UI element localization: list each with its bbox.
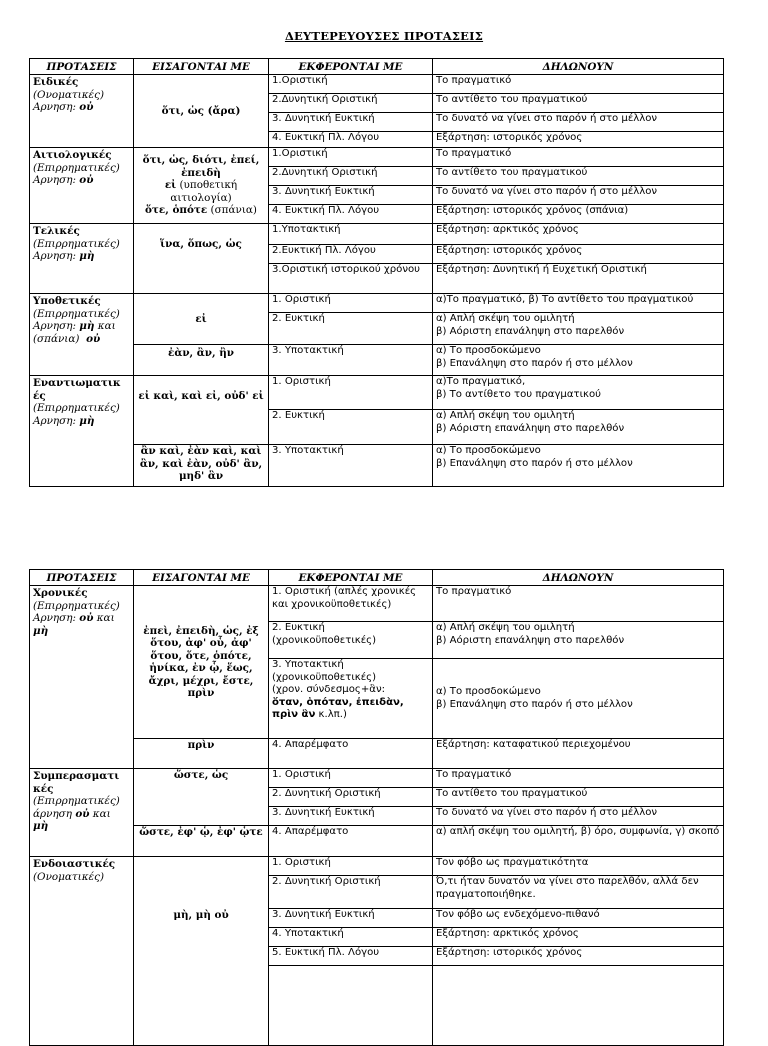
header-protaseis: ΠΡΟΤΑΣΕΙΣ — [30, 570, 134, 586]
negation-label: Αρνηση: — [33, 174, 76, 186]
header-row — [30, 570, 724, 586]
table-row — [30, 739, 724, 769]
negation-word: μὴ — [79, 320, 95, 332]
expression-cell: 2. Ευκτική — [269, 313, 433, 345]
meaning-cell: Το αντίθετο του πραγματικού — [433, 167, 724, 186]
header-eisagontai: ΕΙΣΑΓΟΝΤΑΙ ΜΕ — [134, 570, 269, 586]
intro-line: ὅτι, ὡς, διότι, ἐπεί, ἐπειδὴ — [142, 154, 260, 179]
category-aitiologikes — [30, 148, 134, 224]
expression-cell: 4. Υποτακτική — [269, 928, 433, 947]
category-name: Εναντιωματικ ές — [33, 377, 121, 402]
table-row — [30, 75, 724, 94]
intro-enantiomatikes-an: ἂν καὶ, ἐὰν καὶ, καὶ ἂν, καὶ ἐὰν, οὐδ' ἂν, μηδ' ἂν — [134, 445, 269, 487]
expression-cell: 1.Οριστική — [269, 148, 433, 167]
expression-cell: 1.Οριστική — [269, 75, 433, 94]
expression-cell: 4. Ευκτική Πλ. Λόγου — [269, 205, 433, 224]
header-row — [30, 59, 724, 75]
expression-cell: 3. Δυνητική Ευκτική — [269, 807, 433, 826]
expression-cell: 4. Απαρέμφατο — [269, 826, 433, 857]
table-row — [30, 586, 724, 622]
table-row — [30, 148, 724, 167]
expression-note: κ.λπ.) — [315, 709, 347, 720]
header-dilonoun: ΔΗΛΩΝΟΥΝ — [433, 59, 724, 75]
meaning-cell — [433, 313, 724, 345]
expression-cell — [269, 659, 433, 739]
negation-label: Αρνηση: — [33, 101, 76, 113]
intro-ypothetikes-ean: ἐὰν, ἂν, ἢν — [134, 345, 269, 376]
expression-cell: 2. Δυνητική Οριστική — [269, 788, 433, 807]
category-eidikes — [30, 75, 134, 148]
meaning-cell: Εξάρτηση: ιστορικός χρόνος — [433, 245, 724, 264]
table-row — [30, 445, 724, 487]
expression-cell: 3. Δυνητική Ευκτική — [269, 113, 433, 132]
category-endoiastikes — [30, 857, 134, 1046]
table-row — [30, 826, 724, 857]
category-xronikes — [30, 586, 134, 769]
table-row — [30, 345, 724, 376]
meaning-cell: Το πραγματικό — [433, 769, 724, 788]
meaning-line: β) Αόριστη επανάληψη στο παρελθόν — [436, 634, 625, 646]
negation-conjunction: και — [93, 612, 115, 624]
negation-word: μὴ — [33, 820, 49, 832]
intro-telikes: ἵνα, ὅπως, ὡς — [134, 224, 269, 294]
meaning-cell: Εξάρτηση: Δυνητική ή Ευχετική Οριστική — [433, 264, 724, 294]
category-symperasmatikes — [30, 769, 134, 857]
meaning-line: β) Αόριστη επανάληψη στο παρελθόν — [436, 325, 625, 337]
meaning-cell: Εξάρτηση: καταφατικού περιεχομένου — [433, 739, 724, 769]
meaning-line: β) Αόριστη επανάληψη στο παρελθόν — [436, 422, 625, 434]
intro-eidikes: ὅτι, ὡς (ἄρα) — [134, 75, 269, 148]
expression-cell: 3. Δυνητική Ευκτική — [269, 186, 433, 205]
category-telikes — [30, 224, 134, 294]
expression-cell: 4. Απαρέμφατο — [269, 739, 433, 769]
meaning-line: α) Απλή σκέψη του ομιλητή — [436, 622, 575, 633]
category-name: Αιτιολογικές — [33, 149, 112, 161]
meaning-cell: Ό,τι ήταν δυνατόν να γίνει στο παρελθόν, αλλά δεν πραγματοποιήθηκε. — [433, 876, 724, 909]
meaning-cell: Τον φόβο ως πραγματικότητα — [433, 857, 724, 876]
category-type: (Επιρρηματικές) — [33, 402, 120, 414]
negation-note: (σπάνια) — [33, 332, 80, 345]
negation-conjunction: και — [89, 807, 111, 820]
header-ekferontai: ΕΚΦΕΡΟΝΤΑΙ ΜΕ — [269, 570, 433, 586]
meaning-cell: Εξάρτηση: ιστορικός χρόνος — [433, 947, 724, 966]
meaning-cell: α) απλή σκέψη του ομιλητή, β) όρο, συμφωνία, γ) σκοπό — [433, 826, 724, 857]
clauses-table-1 — [29, 58, 724, 487]
meaning-cell: Το δυνατό να γίνει στο παρόν ή στο μέλλον — [433, 113, 724, 132]
meaning-cell: Το δυνατό να γίνει στο παρόν ή στο μέλλον — [433, 807, 724, 826]
meaning-cell — [433, 445, 724, 487]
expression-line: 3. Υποτακτική (χρονικοϋποθετικές) — [272, 659, 377, 683]
negation-word: οὐ — [79, 101, 94, 113]
expression-cell: 1.Υποτακτική — [269, 224, 433, 245]
expression-cell: 2.Ευκτική Πλ. Λόγου — [269, 245, 433, 264]
meaning-cell: Εξάρτηση: αρκτικός χρόνος — [433, 224, 724, 245]
category-type: (Επιρρηματικές) — [33, 307, 120, 320]
meaning-line: α) Απλή σκέψη του ομιλητή — [436, 410, 575, 421]
meaning-cell: Εξάρτηση: ιστορικός χρόνος (σπάνια) — [433, 205, 724, 224]
negation-word: οὐ — [86, 332, 101, 345]
meaning-cell: Το αντίθετο του πραγματικού — [433, 788, 724, 807]
expression-cell-empty — [269, 966, 433, 1046]
negation-label: Αρνηση: — [33, 320, 76, 332]
intro-word: ὅτε, ὁπότε — [144, 204, 208, 217]
intro-xronikes-prin: πρὶν — [134, 739, 269, 769]
meaning-cell: Εξάρτηση: ιστορικός χρόνος — [433, 132, 724, 148]
intro-note: (σπάνια) — [207, 204, 257, 217]
meaning-line: β) Επανάληψη στο παρόν ή στο μέλλον — [436, 698, 633, 710]
negation-label: Αρνηση: — [33, 612, 76, 624]
table-row — [30, 224, 724, 245]
negation-label: Αρνηση: — [33, 250, 76, 262]
meaning-cell: Το πραγματικό — [433, 75, 724, 94]
expression-cell: 1. Οριστική (απλές χρονικές και χρονικοϋποθετικές) — [269, 586, 433, 622]
table-row — [30, 294, 724, 313]
expression-cell: 2. Δυνητική Οριστική — [269, 876, 433, 909]
meaning-line: β) Το αντίθετο του πραγματικού — [436, 388, 601, 400]
category-name: Ενδοιαστικές — [33, 858, 116, 870]
negation-word: μὴ — [79, 250, 95, 262]
category-type: (Ονοματικές) — [33, 88, 104, 101]
category-type: (Ονοματικές) — [33, 870, 104, 883]
category-type: (Επιρρηματικές) — [33, 599, 120, 612]
category-name: Τελικές — [33, 225, 80, 237]
category-type: (Επιρρηματικές) — [33, 237, 120, 250]
intro-enantiomatikes-ei: εἰ καὶ, καὶ εἰ, οὐδ' εἰ — [134, 376, 269, 445]
table-row — [30, 376, 724, 410]
meaning-line: β) Επανάληψη στο παρόν ή στο μέλλον — [436, 457, 633, 469]
intro-aitiologikes — [134, 148, 269, 224]
category-name: Συμπερασματι κές — [33, 770, 120, 795]
negation-label: Αρνηση: — [33, 414, 76, 427]
category-name: Χρονικές — [33, 587, 88, 599]
meaning-line: α)Το πραγματικό, — [436, 376, 526, 387]
negation-word: μὴ — [79, 414, 95, 427]
page-title: ΔΕΥΤΕΡΕΥΟΥΣΕΣ ΠΡΟΤΑΣΕΙΣ — [284, 29, 484, 43]
meaning-cell: α)Το πραγματικό, β) Το αντίθετο του πραγματικού — [433, 294, 724, 313]
expression-cell: 2.Δυνητική Οριστική — [269, 167, 433, 186]
category-name: Ειδικές — [33, 76, 79, 88]
header-ekferontai: ΕΚΦΕΡΟΝΤΑΙ ΜΕ — [269, 59, 433, 75]
negation-word: οὐ — [79, 174, 94, 186]
category-name: Υποθετικές — [33, 295, 101, 307]
header-protaseis: ΠΡΟΤΑΣΕΙΣ — [30, 59, 134, 75]
expression-cell: 2. Ευκτική — [269, 410, 433, 445]
expression-cell: 2.Δυνητική Οριστική — [269, 94, 433, 113]
meaning-cell — [433, 659, 724, 739]
meaning-cell — [433, 376, 724, 410]
negation-word: οὐ — [75, 807, 90, 820]
expression-cell: 5. Ευκτική Πλ. Λόγου — [269, 947, 433, 966]
header-dilonoun: ΔΗΛΩΝΟΥΝ — [433, 570, 724, 586]
intro-symperasmatikes-efo: ὥστε, ἐφ' ᾧ, ἐφ' ᾧτε — [134, 826, 269, 857]
expression-cell: 1. Οριστική — [269, 769, 433, 788]
meaning-cell: Το αντίθετο του πραγματικού — [433, 94, 724, 113]
expression-cell: 3.Οριστική ιστορικού χρόνου — [269, 264, 433, 294]
category-type: (Επιρρηματικές) — [33, 795, 120, 807]
meaning-line: β) Επανάληψη στο παρόν ή στο μέλλον — [436, 357, 633, 369]
meaning-cell: Το δυνατό να γίνει στο παρόν ή στο μέλλον — [433, 186, 724, 205]
intro-note: (υποθετική αιτιολογία) — [170, 179, 238, 204]
intro-symperasmatikes: ὥστε, ὡς — [134, 769, 269, 826]
meaning-line: α) Το προσδοκώμενο — [436, 445, 541, 456]
table-row — [30, 769, 724, 788]
negation-word: οὐ — [79, 612, 94, 624]
category-ypothetikes — [30, 294, 134, 376]
table-row — [30, 857, 724, 876]
negation-word: μὴ — [33, 624, 49, 637]
conjunction-list: ὅταν, ὁπόταν, ἐπειδὰν, πρὶν ἂν — [272, 696, 404, 720]
negation-conjunction: και — [94, 320, 116, 332]
meaning-cell — [433, 622, 724, 659]
intro-xronikes: ἐπεὶ, ἐπειδὴ, ὡς, ἐξ ὅτου, ἀφ' οὗ, ἀφ' ὅτου, ὅτε, ὁπότε, ἡνίκα, ἐν ᾧ, ἕως, ἄχρι, μέχρι, ἔστε, πρὶν — [134, 586, 269, 739]
meaning-cell — [433, 410, 724, 445]
meaning-cell: Το πραγματικό — [433, 148, 724, 167]
expression-cell: 3. Υποτακτική — [269, 445, 433, 487]
intro-endoiastikes: μὴ, μὴ οὐ — [134, 857, 269, 1046]
expression-cell: 3. Υποτακτική — [269, 345, 433, 376]
expression-cell: 1. Οριστική — [269, 376, 433, 410]
intro-ypothetikes-ei: εἰ — [134, 294, 269, 345]
expression-cell: 2. Ευκτική (χρονικοϋποθετικές) — [269, 622, 433, 659]
meaning-cell: Το πραγματικό — [433, 586, 724, 622]
expression-line: (χρον. σύνδεσμος+ἂν: — [272, 684, 385, 695]
meaning-line: α) Απλή σκέψη του ομιλητή — [436, 313, 575, 324]
expression-cell: 1. Οριστική — [269, 857, 433, 876]
clauses-table-2 — [29, 569, 724, 1046]
meaning-line: α) Το προσδοκώμενο — [436, 345, 541, 356]
expression-cell: 4. Ευκτική Πλ. Λόγου — [269, 132, 433, 148]
negation-label: άρνηση — [33, 807, 72, 820]
expression-cell: 3. Δυνητική Ευκτική — [269, 909, 433, 928]
meaning-line: α) Το προσδοκώμενο — [436, 686, 541, 697]
category-enantiomatikes — [30, 376, 134, 487]
category-type: (Επιρρηματικές) — [33, 161, 120, 174]
meaning-cell: Τον φόβο ως ενδεχόμενο-πιθανό — [433, 909, 724, 928]
expression-cell: 1. Οριστική — [269, 294, 433, 313]
meaning-cell: Εξάρτηση: αρκτικός χρόνος — [433, 928, 724, 947]
intro-word: εἰ — [164, 179, 177, 192]
meaning-cell-empty — [433, 966, 724, 1046]
header-eisagontai: ΕΙΣΑΓΟΝΤΑΙ ΜΕ — [134, 59, 269, 75]
meaning-cell — [433, 345, 724, 376]
